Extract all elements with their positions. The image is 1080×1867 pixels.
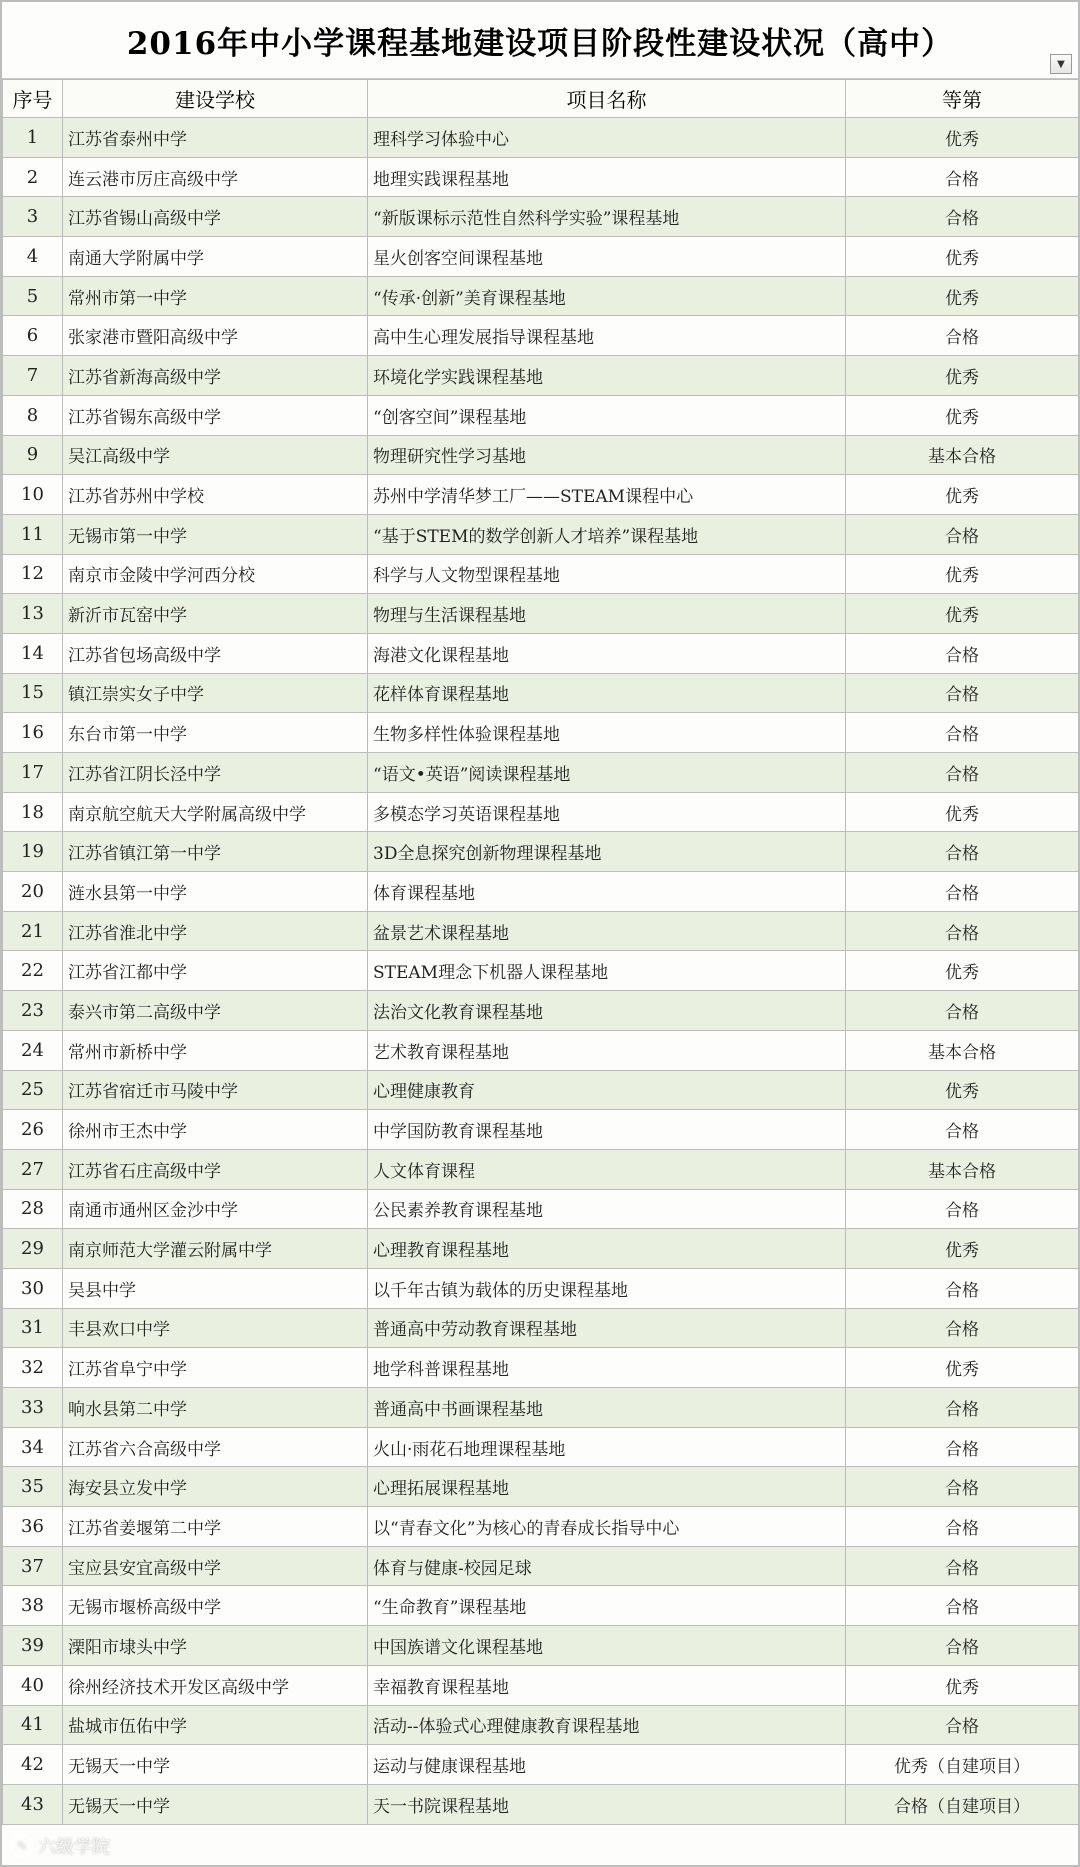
cell-seq[interactable]: 20 <box>3 872 63 912</box>
cell-grade[interactable]: 优秀 <box>846 237 1079 277</box>
cell-school[interactable]: 江苏省阜宁中学 <box>63 1348 368 1388</box>
cell-project[interactable]: 心理拓展课程基地 <box>368 1467 846 1507</box>
cell-grade[interactable]: 合格 <box>846 753 1079 793</box>
cell-grade[interactable]: 合格 <box>846 713 1079 753</box>
cell-seq[interactable]: 18 <box>3 792 63 832</box>
cell-grade[interactable]: 优秀 <box>846 1348 1079 1388</box>
cell-grade[interactable]: 优秀 <box>846 792 1079 832</box>
cell-seq[interactable]: 9 <box>3 435 63 475</box>
cell-project[interactable]: 运动与健康课程基地 <box>368 1745 846 1785</box>
cell-grade[interactable]: 优秀 <box>846 594 1079 634</box>
cell-school[interactable]: 南通市通州区金沙中学 <box>63 1189 368 1229</box>
cell-grade[interactable]: 基本合格 <box>846 1149 1079 1189</box>
cell-seq[interactable]: 36 <box>3 1507 63 1547</box>
cell-grade[interactable]: 合格 <box>846 1308 1079 1348</box>
table-row <box>3 1467 1079 1507</box>
cell-project[interactable]: “新版课标示范性自然科学实验”课程基地 <box>368 197 846 237</box>
cell-seq[interactable]: 6 <box>3 316 63 356</box>
cell-grade[interactable]: 合格 <box>846 1626 1079 1666</box>
cell-seq[interactable]: 24 <box>3 1030 63 1070</box>
table-row <box>3 991 1079 1031</box>
table-row <box>3 395 1079 435</box>
cell-school[interactable]: 江苏省江阴长泾中学 <box>63 753 368 793</box>
header-seq[interactable]: 序号 <box>3 80 63 118</box>
cell-school[interactable]: 江苏省锡山高级中学 <box>63 197 368 237</box>
cell-school[interactable]: 南京师范大学灌云附属中学 <box>63 1229 368 1269</box>
table-row <box>3 1070 1079 1110</box>
cell-grade[interactable]: 优秀（自建项目） <box>846 1745 1079 1785</box>
table-row <box>3 356 1079 396</box>
cell-school[interactable]: 连云港市厉庄高级中学 <box>63 157 368 197</box>
cell-grade[interactable]: 优秀 <box>846 276 1079 316</box>
cell-grade[interactable]: 合格 <box>846 1467 1079 1507</box>
cell-project[interactable]: 苏州中学清华梦工厂——STEAM课程中心 <box>368 475 846 515</box>
cell-seq[interactable]: 23 <box>3 991 63 1031</box>
cell-grade[interactable]: 合格 <box>846 157 1079 197</box>
cell-grade[interactable]: 合格 <box>846 1388 1079 1428</box>
cell-grade[interactable]: 合格 <box>846 514 1079 554</box>
cell-school[interactable]: 东台市第一中学 <box>63 713 368 753</box>
table-row <box>3 1586 1079 1626</box>
cell-seq[interactable]: 15 <box>3 673 63 713</box>
cell-seq[interactable]: 4 <box>3 237 63 277</box>
table-row <box>3 197 1079 237</box>
table-row <box>3 951 1079 991</box>
cell-project[interactable]: 中学国防教育课程基地 <box>368 1110 846 1150</box>
cell-seq[interactable]: 2 <box>3 157 63 197</box>
cell-grade[interactable]: 优秀 <box>846 1229 1079 1269</box>
cell-seq[interactable]: 12 <box>3 554 63 594</box>
cell-grade[interactable]: 优秀 <box>846 1665 1079 1705</box>
table-row <box>3 1745 1079 1785</box>
table-row <box>3 1348 1079 1388</box>
cell-grade[interactable]: 合格 <box>846 633 1079 673</box>
cell-project[interactable]: 物理研究性学习基地 <box>368 435 846 475</box>
cell-seq[interactable]: 19 <box>3 832 63 872</box>
cell-seq[interactable]: 31 <box>3 1308 63 1348</box>
cell-project[interactable]: 盆景艺术课程基地 <box>368 911 846 951</box>
cell-seq[interactable]: 26 <box>3 1110 63 1150</box>
table-row <box>3 1189 1079 1229</box>
cell-project[interactable]: 多模态学习英语课程基地 <box>368 792 846 832</box>
table-row <box>3 911 1079 951</box>
cell-seq[interactable]: 30 <box>3 1268 63 1308</box>
cell-seq[interactable]: 14 <box>3 633 63 673</box>
cell-project[interactable]: 心理健康教育 <box>368 1070 846 1110</box>
cell-seq[interactable]: 7 <box>3 356 63 396</box>
cell-school[interactable]: 江苏省苏州中学校 <box>63 475 368 515</box>
cell-grade[interactable]: 优秀 <box>846 395 1079 435</box>
cell-grade[interactable]: 优秀 <box>846 356 1079 396</box>
table-row <box>3 1784 1079 1824</box>
cell-project[interactable]: 海港文化课程基地 <box>368 633 846 673</box>
cell-project[interactable]: “传承·创新”美育课程基地 <box>368 276 846 316</box>
cell-grade[interactable]: 合格 <box>846 872 1079 912</box>
table-row <box>3 316 1079 356</box>
table-row <box>3 1229 1079 1269</box>
table-row <box>3 1626 1079 1666</box>
table-row <box>3 276 1079 316</box>
cell-seq[interactable]: 39 <box>3 1626 63 1666</box>
cell-seq[interactable]: 27 <box>3 1149 63 1189</box>
table-row <box>3 673 1079 713</box>
cell-grade[interactable]: 基本合格 <box>846 435 1079 475</box>
cell-project[interactable]: 火山·雨花石地理课程基地 <box>368 1427 846 1467</box>
table-row <box>3 1546 1079 1586</box>
cell-grade[interactable]: 优秀 <box>846 554 1079 594</box>
table-row <box>3 872 1079 912</box>
cell-grade[interactable]: 合格 <box>846 316 1079 356</box>
cell-seq[interactable]: 43 <box>3 1784 63 1824</box>
header-school[interactable]: 建设学校 <box>63 80 368 118</box>
table-row <box>3 237 1079 277</box>
cell-seq[interactable]: 35 <box>3 1467 63 1507</box>
table-row <box>3 753 1079 793</box>
cell-grade[interactable]: 合格 <box>846 1110 1079 1150</box>
cell-project[interactable]: 中国族谱文化课程基地 <box>368 1626 846 1666</box>
cell-project[interactable]: 地学科普课程基地 <box>368 1348 846 1388</box>
cell-project[interactable]: 高中生心理发展指导课程基地 <box>368 316 846 356</box>
cell-school[interactable]: 新沂市瓦窑中学 <box>63 594 368 634</box>
cell-project[interactable]: 3D全息探究创新物理课程基地 <box>368 832 846 872</box>
cell-school[interactable]: 江苏省淮北中学 <box>63 911 368 951</box>
cell-school[interactable]: 徐州市王杰中学 <box>63 1110 368 1150</box>
cell-grade[interactable]: 合格 <box>846 991 1079 1031</box>
cell-school[interactable]: 宝应县安宜高级中学 <box>63 1546 368 1586</box>
cell-seq[interactable]: 21 <box>3 911 63 951</box>
cell-grade[interactable]: 合格 <box>846 1268 1079 1308</box>
cell-grade[interactable]: 合格 <box>846 1427 1079 1467</box>
table-row <box>3 1030 1079 1070</box>
cell-project[interactable]: 环境化学实践课程基地 <box>368 356 846 396</box>
cell-seq[interactable]: 22 <box>3 951 63 991</box>
cell-seq[interactable]: 25 <box>3 1070 63 1110</box>
cell-grade[interactable]: 合格 <box>846 911 1079 951</box>
table-row <box>3 1427 1079 1467</box>
cell-project[interactable]: 普通高中书画课程基地 <box>368 1388 846 1428</box>
cell-seq[interactable]: 28 <box>3 1189 63 1229</box>
watermark <box>10 1833 110 1859</box>
table-row <box>3 1388 1079 1428</box>
cell-grade[interactable]: 合格 <box>846 1507 1079 1547</box>
cell-grade[interactable]: 合格 <box>846 832 1079 872</box>
cell-school[interactable]: 南京市金陵中学河西分校 <box>63 554 368 594</box>
cell-project[interactable]: 以“青春文化”为核心的青春成长指导中心 <box>368 1507 846 1547</box>
table-row <box>3 475 1079 515</box>
cell-grade[interactable]: 基本合格 <box>846 1030 1079 1070</box>
cell-school[interactable]: 无锡天一中学 <box>63 1745 368 1785</box>
cell-school[interactable]: 响水县第二中学 <box>63 1388 368 1428</box>
table-row <box>3 1705 1079 1745</box>
cell-project[interactable]: “创客空间”课程基地 <box>368 395 846 435</box>
table-row <box>3 1507 1079 1547</box>
filter-dropdown-button[interactable] <box>1050 54 1072 74</box>
cell-school[interactable]: 泰兴市第二高级中学 <box>63 991 368 1031</box>
table-row <box>3 1110 1079 1150</box>
cell-project[interactable]: 体育课程基地 <box>368 872 846 912</box>
title-row <box>2 2 1078 79</box>
cell-grade[interactable]: 优秀 <box>846 118 1079 158</box>
table-row <box>3 1268 1079 1308</box>
cell-grade[interactable]: 合格 <box>846 197 1079 237</box>
cell-project[interactable]: 艺术教育课程基地 <box>368 1030 846 1070</box>
cell-grade[interactable]: 合格 <box>846 1546 1079 1586</box>
cell-school[interactable]: 常州市第一中学 <box>63 276 368 316</box>
cell-project[interactable]: 心理教育课程基地 <box>368 1229 846 1269</box>
cell-grade[interactable]: 优秀 <box>846 951 1079 991</box>
cell-school[interactable]: 吴县中学 <box>63 1268 368 1308</box>
table-row <box>3 1665 1079 1705</box>
table-row <box>3 792 1079 832</box>
cell-seq[interactable]: 8 <box>3 395 63 435</box>
cell-school[interactable]: 江苏省姜堰第二中学 <box>63 1507 368 1547</box>
cell-grade[interactable]: 合格 <box>846 1586 1079 1626</box>
table-row <box>3 554 1079 594</box>
cell-project[interactable]: 法治文化教育课程基地 <box>368 991 846 1031</box>
cell-project[interactable]: 生物多样性体验课程基地 <box>368 713 846 753</box>
cell-school[interactable]: 江苏省锡东高级中学 <box>63 395 368 435</box>
header-grade[interactable]: 等第 <box>846 80 1079 118</box>
cell-school[interactable]: 江苏省泰州中学 <box>63 118 368 158</box>
cell-school[interactable]: 江苏省六合高级中学 <box>63 1427 368 1467</box>
table-row <box>3 157 1079 197</box>
cell-school[interactable]: 溧阳市埭头中学 <box>63 1626 368 1666</box>
cell-seq[interactable]: 40 <box>3 1665 63 1705</box>
sheet-title: 2016年中小学课程基地建设项目阶段性建设状况（高中） <box>126 25 954 62</box>
cell-project[interactable]: 星火创客空间课程基地 <box>368 237 846 277</box>
cell-seq[interactable]: 1 <box>3 118 63 158</box>
cell-seq[interactable]: 11 <box>3 514 63 554</box>
cell-grade[interactable]: 优秀 <box>846 1070 1079 1110</box>
cell-school[interactable]: 无锡天一中学 <box>63 1784 368 1824</box>
cell-school[interactable]: 常州市新桥中学 <box>63 1030 368 1070</box>
cell-grade[interactable]: 合格 <box>846 1705 1079 1745</box>
cell-school[interactable]: 徐州经济技术开发区高级中学 <box>63 1665 368 1705</box>
cell-seq[interactable]: 37 <box>3 1546 63 1586</box>
cell-project[interactable]: 活动--体验式心理健康教育课程基地 <box>368 1705 846 1745</box>
cell-project[interactable]: 物理与生活课程基地 <box>368 594 846 634</box>
cell-grade[interactable]: 合格 <box>846 673 1079 713</box>
cell-seq[interactable]: 17 <box>3 753 63 793</box>
cell-school[interactable]: 南京航空航天大学附属高级中学 <box>63 792 368 832</box>
cell-seq[interactable]: 38 <box>3 1586 63 1626</box>
table-row <box>3 1149 1079 1189</box>
cell-school[interactable]: 张家港市暨阳高级中学 <box>63 316 368 356</box>
chevron-down-icon: ▼ <box>1057 58 1065 70</box>
cell-school[interactable]: 镇江崇实女子中学 <box>63 673 368 713</box>
table-row <box>3 594 1079 634</box>
cell-school[interactable]: 南通大学附属中学 <box>63 237 368 277</box>
results-table <box>2 79 1079 1825</box>
cell-school[interactable]: 江苏省江都中学 <box>63 951 368 991</box>
cell-school[interactable]: 丰县欢口中学 <box>63 1308 368 1348</box>
cell-seq[interactable]: 5 <box>3 276 63 316</box>
table-row <box>3 713 1079 753</box>
table-row <box>3 118 1079 158</box>
cell-school[interactable]: 江苏省宿迁市马陵中学 <box>63 1070 368 1110</box>
cell-seq[interactable]: 41 <box>3 1705 63 1745</box>
watermark-logo-icon: ✎ <box>10 1834 34 1858</box>
cell-project[interactable]: 科学与人文物型课程基地 <box>368 554 846 594</box>
cell-seq[interactable]: 3 <box>3 197 63 237</box>
cell-seq[interactable]: 13 <box>3 594 63 634</box>
cell-school[interactable]: 无锡市第一中学 <box>63 514 368 554</box>
cell-school[interactable]: 吴江高级中学 <box>63 435 368 475</box>
cell-project[interactable]: 普通高中劳动教育课程基地 <box>368 1308 846 1348</box>
cell-school[interactable]: 江苏省包场高级中学 <box>63 633 368 673</box>
cell-project[interactable]: STEAM理念下机器人课程基地 <box>368 951 846 991</box>
cell-seq[interactable]: 29 <box>3 1229 63 1269</box>
cell-project[interactable]: 理科学习体验中心 <box>368 118 846 158</box>
table-row <box>3 514 1079 554</box>
cell-school[interactable]: 盐城市伍佑中学 <box>63 1705 368 1745</box>
cell-grade[interactable]: 合格 <box>846 1189 1079 1229</box>
cell-seq[interactable]: 16 <box>3 713 63 753</box>
cell-school[interactable]: 无锡市堰桥高级中学 <box>63 1586 368 1626</box>
header-project[interactable]: 项目名称 <box>368 80 846 118</box>
cell-school[interactable]: 涟水县第一中学 <box>63 872 368 912</box>
cell-grade[interactable]: 合格（自建项目） <box>846 1784 1079 1824</box>
cell-project[interactable]: 花样体育课程基地 <box>368 673 846 713</box>
cell-seq[interactable]: 32 <box>3 1348 63 1388</box>
cell-seq[interactable]: 42 <box>3 1745 63 1785</box>
cell-school[interactable]: 海安县立发中学 <box>63 1467 368 1507</box>
cell-school[interactable]: 江苏省镇江第一中学 <box>63 832 368 872</box>
table-row <box>3 633 1079 673</box>
cell-project[interactable]: 体育与健康-校园足球 <box>368 1546 846 1586</box>
cell-project[interactable]: 人文体育课程 <box>368 1149 846 1189</box>
cell-project[interactable]: “基于STEM的数学创新人才培养”课程基地 <box>368 514 846 554</box>
cell-grade[interactable]: 优秀 <box>846 475 1079 515</box>
header-row <box>3 80 1079 118</box>
cell-seq[interactable]: 34 <box>3 1427 63 1467</box>
cell-project[interactable]: 公民素养教育课程基地 <box>368 1189 846 1229</box>
cell-project[interactable]: 以千年古镇为载体的历史课程基地 <box>368 1268 846 1308</box>
table-row <box>3 435 1079 475</box>
cell-seq[interactable]: 10 <box>3 475 63 515</box>
cell-school[interactable]: 江苏省石庄高级中学 <box>63 1149 368 1189</box>
cell-project[interactable]: 天一书院课程基地 <box>368 1784 846 1824</box>
table-row <box>3 832 1079 872</box>
cell-project[interactable]: “语文•英语”阅读课程基地 <box>368 753 846 793</box>
cell-project[interactable]: 幸福教育课程基地 <box>368 1665 846 1705</box>
cell-seq[interactable]: 33 <box>3 1388 63 1428</box>
cell-school[interactable]: 江苏省新海高级中学 <box>63 356 368 396</box>
table-row <box>3 1308 1079 1348</box>
cell-project[interactable]: 地理实践课程基地 <box>368 157 846 197</box>
cell-project[interactable]: “生命教育”课程基地 <box>368 1586 846 1626</box>
watermark-text: 六级学院 <box>38 1837 110 1858</box>
